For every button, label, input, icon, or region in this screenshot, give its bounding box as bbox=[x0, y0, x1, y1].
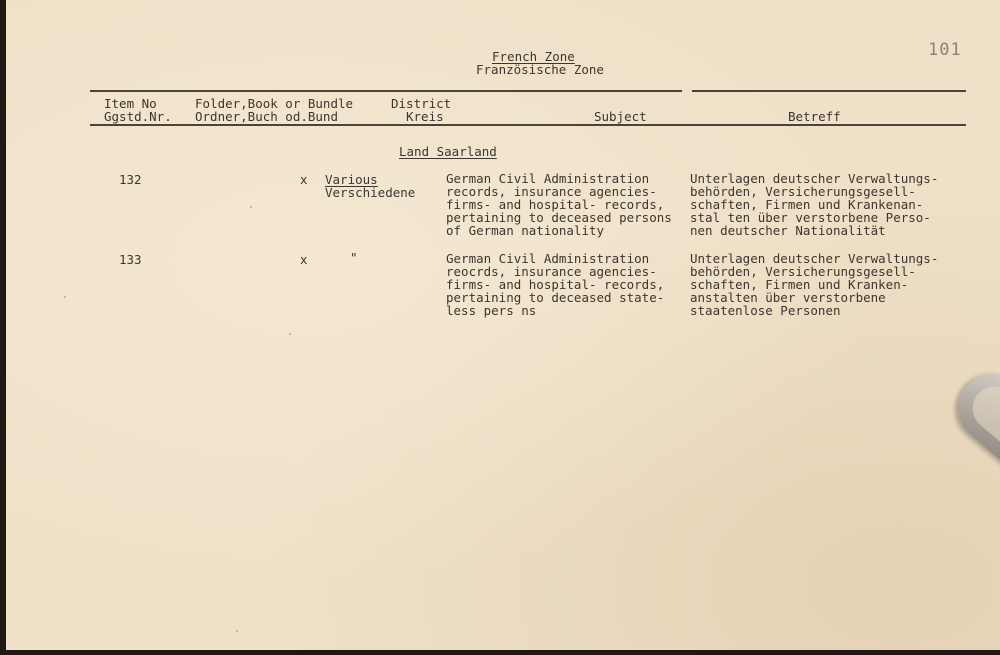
col-item-en: Item No bbox=[104, 96, 157, 111]
betreff-line: behörden, Versicherungsgesell- bbox=[690, 264, 916, 279]
subject-line: records, insurance agencies- bbox=[446, 184, 657, 199]
paper-clip bbox=[944, 359, 1000, 470]
item-mark: x bbox=[300, 252, 308, 267]
subject-line: firms- and hospital- records, bbox=[446, 277, 665, 292]
betreff-line: Unterlagen deutscher Verwaltungs- bbox=[690, 171, 939, 186]
subject-line: firms- and hospital- records, bbox=[446, 197, 665, 212]
subject-line: pertaining to deceased state- bbox=[446, 290, 665, 305]
header-rule-top-left bbox=[90, 90, 682, 92]
district-value: Various bbox=[325, 172, 378, 187]
document-page bbox=[6, 0, 1000, 650]
betreff-line: Unterlagen deutscher Verwaltungs- bbox=[690, 251, 939, 266]
paper-speck bbox=[289, 333, 291, 335]
col-betreff: Betreff bbox=[788, 109, 841, 124]
district-value: Verschiedene bbox=[325, 185, 416, 200]
item-number: 133 bbox=[119, 252, 142, 267]
betreff-line: schaften, Firmen und Krankenan- bbox=[690, 197, 924, 212]
subject-line: German Civil Administration bbox=[446, 251, 650, 266]
col-item-de: Ggstd.Nr. bbox=[104, 109, 172, 124]
item-number: 132 bbox=[119, 172, 142, 187]
col-subject: Subject bbox=[594, 109, 647, 124]
betreff-line: behörden, Versicherungsgesell- bbox=[690, 184, 916, 199]
zone-title-de: Französische Zone bbox=[476, 62, 604, 77]
subject-line: pertaining to deceased persons bbox=[446, 210, 672, 225]
subject-line: reocrds, insurance agencies- bbox=[446, 264, 657, 279]
item-mark: x bbox=[300, 172, 308, 187]
betreff-line: nen deutscher Nationalität bbox=[690, 223, 886, 238]
betreff-line: anstalten über verstorbene bbox=[690, 290, 886, 305]
betreff-line: stal ten über verstorbene Perso- bbox=[690, 210, 931, 225]
betreff-line: schaften, Firmen und Kranken- bbox=[690, 277, 909, 292]
header-rule-top-right bbox=[692, 90, 966, 92]
paper-speck bbox=[250, 206, 252, 208]
ditto-mark: " bbox=[350, 250, 358, 265]
paper-clip-inner bbox=[964, 377, 1000, 456]
col-folder-de: Ordner,Buch od.Bund bbox=[195, 109, 338, 124]
bottom-edge bbox=[0, 650, 1000, 655]
subject-line: less pers ns bbox=[446, 303, 537, 318]
col-district-de: Kreis bbox=[406, 109, 444, 124]
subject-line: German Civil Administration bbox=[446, 171, 650, 186]
paper-speck bbox=[64, 296, 66, 298]
subject-line: of German nationality bbox=[446, 223, 605, 238]
page-number: 101 bbox=[928, 40, 962, 60]
header-rule-bottom bbox=[90, 124, 966, 126]
col-folder-en: Folder,Book or Bundle bbox=[195, 96, 354, 111]
col-district-en: District bbox=[391, 96, 452, 111]
zone-title-en: French Zone bbox=[492, 49, 575, 64]
betreff-line: staatenlose Personen bbox=[690, 303, 841, 318]
section-title: Land Saarland bbox=[399, 144, 497, 159]
paper-speck bbox=[236, 630, 238, 632]
